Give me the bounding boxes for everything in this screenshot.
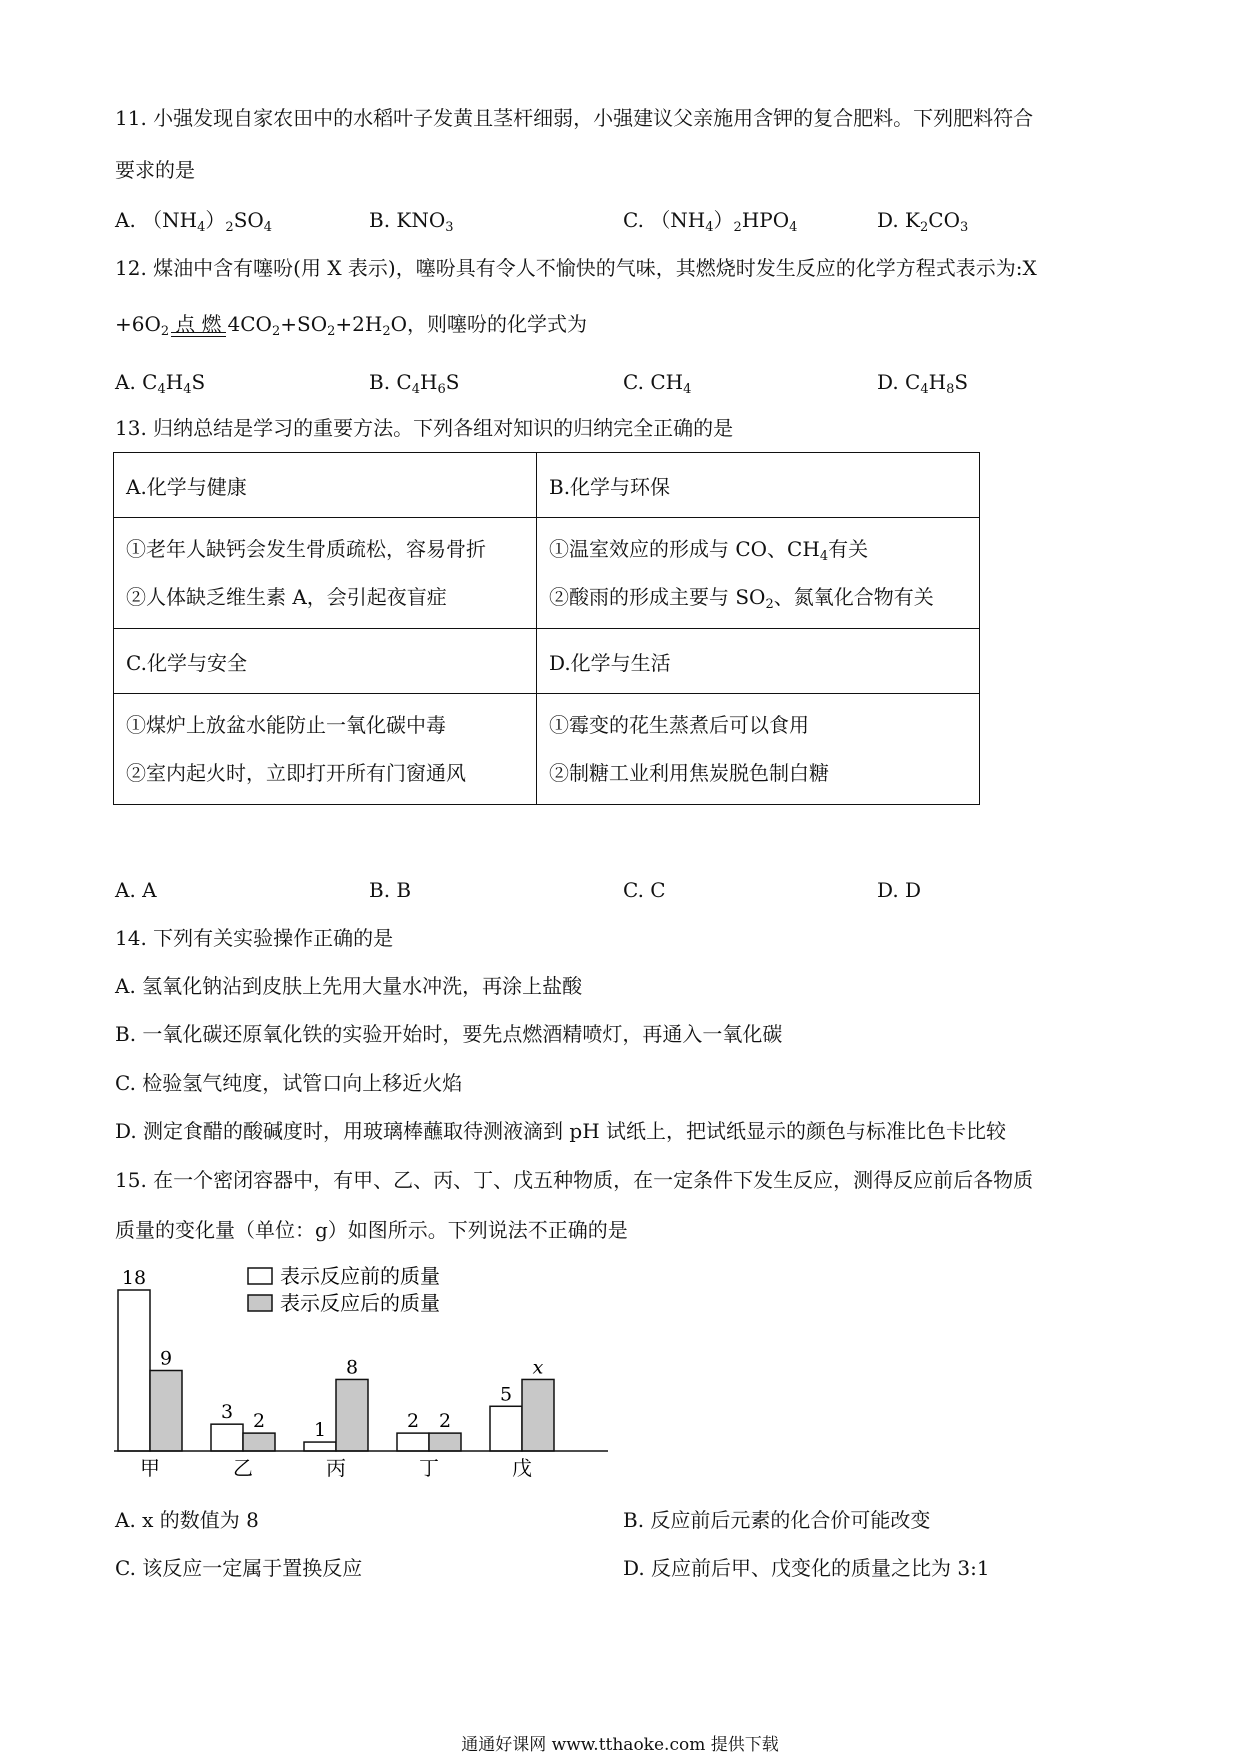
q11-option-c[interactable]: C. $(NH_4)_2HPO_4$ — [623, 208, 798, 235]
table-cell-b-body — [537, 518, 980, 629]
q12-option-d[interactable]: D. $C_4H_8S$ — [877, 370, 969, 397]
table-cell-b-head: B.化学与环保 — [537, 453, 980, 518]
data-label-after-4: 2 — [438, 1410, 452, 1433]
table-item-c1: ①煤炉上放盆水能防止一氧化碳中毒 — [126, 713, 446, 737]
bar-after-4 — [429, 1433, 461, 1451]
q12-equation-line: $+6O_2$ 点 燃 $4CO_2+SO_2+2H_2O$，则噻吩的化学式为 — [115, 312, 588, 339]
x-tick-label-1: 甲 — [140, 1456, 160, 1480]
table-cell-a-head: A.化学与健康 — [114, 453, 537, 518]
q11-option-b[interactable]: B. $KNO_3$ — [369, 208, 454, 235]
chart-legend — [248, 1264, 440, 1315]
q14-option-c[interactable]: C. 检验氢气纯度，试管口向上移近火焰 — [115, 1071, 463, 1095]
q13-option-c[interactable]: C. C — [623, 878, 666, 902]
q13-stem: 13. 归纳总结是学习的重要方法。下列各组对知识的归纳完全正确的是 — [115, 416, 734, 440]
table-item-a1: ①老年人缺钙会发生骨质疏松，容易骨折 — [126, 537, 486, 561]
data-label-before-1: 18 — [121, 1267, 147, 1289]
x-tick-label-3: 丙 — [326, 1456, 346, 1480]
bar-after-5 — [522, 1379, 554, 1451]
bar-before-1 — [118, 1290, 150, 1451]
q15-option-a[interactable]: A. x 的数值为 8 — [115, 1508, 259, 1532]
table-item-b1: ①温室效应的形成与 CO、$CH_4$有关 — [549, 537, 869, 564]
q11-stem-line1: 11. 小强发现自家农田中的水稻叶子发黄且茎杆细弱，小强建议父亲施用含钾的复合肥料。下列肥料符合 — [115, 106, 1034, 130]
q12-option-a[interactable]: A. $C_4H_4S$ — [115, 370, 206, 397]
bar-after-3 — [336, 1379, 368, 1451]
q15-stem-line1: 15. 在一个密闭容器中，有甲、乙、丙、丁、戊五种物质，在一定条件下发生反应，测得反应前后各物质 — [115, 1168, 1034, 1192]
q11-option-d[interactable]: D. $K_2CO_3$ — [877, 208, 969, 235]
q15-option-b[interactable]: B. 反应前后元素的化合价可能改变 — [623, 1508, 931, 1532]
bar-before-4 — [397, 1433, 429, 1451]
data-label-before-2: 3 — [220, 1401, 234, 1424]
q13-knowledge-table — [113, 452, 980, 805]
q15-option-c[interactable]: C. 该反应一定属于置换反应 — [115, 1556, 363, 1580]
q11-option-a[interactable]: A. $(NH_4)_2SO_4$ — [115, 208, 273, 235]
page-footer: 通通好课网 www.tthaoke.com 提供下载 — [461, 1735, 779, 1755]
legend-swatch-1 — [248, 1268, 272, 1284]
bar-before-5 — [490, 1406, 522, 1451]
data-label-after-3: 8 — [345, 1356, 359, 1379]
q15-stem-line2: 质量的变化量（单位：g）如图所示。下列说法不正确的是 — [115, 1218, 628, 1242]
table-cell-c-head: C.化学与安全 — [114, 629, 537, 694]
legend-swatch-2 — [248, 1295, 272, 1311]
table-cell-c-body — [114, 694, 537, 805]
q13-option-d[interactable]: D. D — [877, 878, 922, 902]
q12-stem-line1: 12. 煤油中含有噻吩(用 X 表示)，噻吩具有令人不愉快的气味，其燃烧时发生反应的化学方程式表示为:X — [115, 256, 1037, 280]
bar-before-3 — [304, 1442, 336, 1451]
reaction-condition: 点 燃 — [171, 314, 225, 334]
legend-label-1: 表示反应前的质量 — [280, 1264, 440, 1288]
table-item-c2: ②室内起火时，立即打开所有门窗通风 — [126, 761, 466, 785]
data-label-before-4: 2 — [406, 1410, 420, 1433]
legend-label-2: 表示反应后的质量 — [280, 1291, 440, 1315]
q13-option-b[interactable]: B. B — [369, 878, 412, 902]
x-tick-label-4: 丁 — [419, 1456, 439, 1480]
q12-option-c[interactable]: C. $CH_4$ — [623, 370, 692, 397]
q14-option-a[interactable]: A. 氢氧化钠沾到皮肤上先用大量水冲洗，再涂上盐酸 — [115, 974, 583, 998]
table-item-b2: ②酸雨的形成主要与 $SO_2$、氮氧化合物有关 — [549, 585, 934, 612]
data-label-after-1: 9 — [159, 1347, 173, 1370]
data-label-after-2: 2 — [252, 1410, 266, 1433]
q12-option-b[interactable]: B. $C_4H_6S$ — [369, 370, 460, 397]
x-tick-labels — [140, 1456, 532, 1480]
bar-after-1 — [150, 1371, 182, 1452]
bar-before-2 — [211, 1424, 243, 1451]
x-tick-label-5: 戊 — [512, 1456, 532, 1480]
q11-stem-line2: 要求的是 — [115, 158, 195, 182]
bar-after-2 — [243, 1433, 275, 1451]
q14-stem: 14. 下列有关实验操作正确的是 — [115, 926, 394, 950]
data-label-after-5: x — [532, 1356, 544, 1379]
q15-option-d[interactable]: D. 反应前后甲、戊变化的质量之比为 3:1 — [623, 1556, 990, 1580]
table-item-d2: ②制糖工业利用焦炭脱色制白糖 — [549, 761, 829, 785]
q13-option-a[interactable]: A. A — [115, 878, 157, 902]
mass-change-bar-chart — [100, 1255, 640, 1490]
table-cell-d-head: D.化学与生活 — [537, 629, 980, 694]
data-label-before-3: 1 — [313, 1419, 327, 1442]
table-cell-a-body — [114, 518, 537, 629]
q14-option-b[interactable]: B. 一氧化碳还原氧化铁的实验开始时，要先点燃酒精喷灯，再通入一氧化碳 — [115, 1022, 783, 1046]
table-item-d1: ①霉变的花生蒸煮后可以食用 — [549, 713, 809, 737]
table-cell-d-body — [537, 694, 980, 805]
data-label-before-5: 5 — [499, 1383, 513, 1406]
x-tick-label-2: 乙 — [233, 1456, 253, 1480]
table-item-a2: ②人体缺乏维生素 A，会引起夜盲症 — [126, 585, 447, 609]
q14-option-d[interactable]: D. 测定食醋的酸碱度时，用玻璃棒蘸取待测液滴到 pH 试纸上，把试纸显示的颜色与标准比色卡比较 — [115, 1119, 1006, 1143]
